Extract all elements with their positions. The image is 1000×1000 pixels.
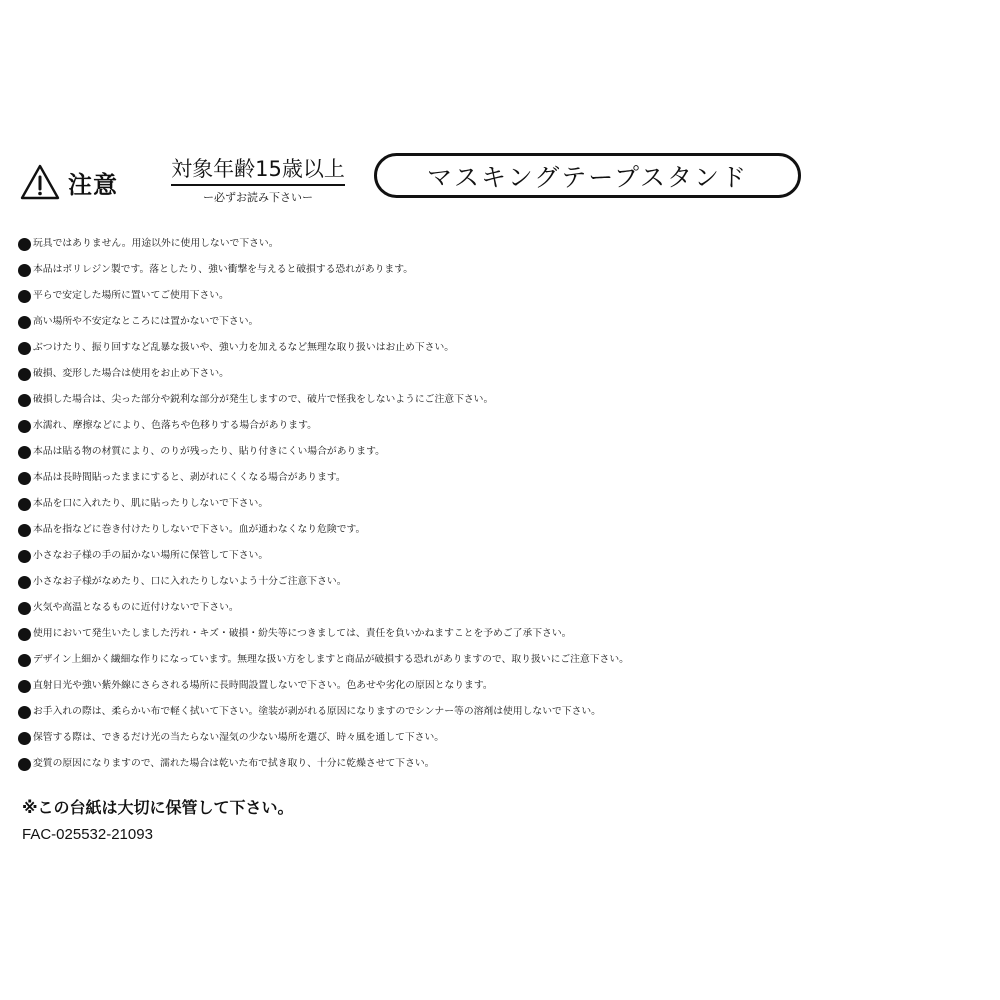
caution-text: 小さなお子様がなめたり、口に入れたりしないよう十分ご注意下さい。 <box>33 576 347 587</box>
bullet-icon <box>18 524 31 537</box>
caution-text: 変質の原因になりますので、濡れた場合は乾いた布で拭き取り、十分に乾燥させて下さい。 <box>33 758 435 769</box>
bullet-icon <box>18 758 31 771</box>
product-name-box <box>374 153 801 198</box>
bullet-icon <box>18 654 31 667</box>
bullet-icon <box>18 732 31 745</box>
bullet-icon <box>18 420 31 433</box>
bullet-icon <box>18 576 31 589</box>
caution-item <box>18 231 998 257</box>
caution-item <box>18 413 998 439</box>
caution-item <box>18 283 998 309</box>
bullet-icon <box>18 550 31 563</box>
bullet-icon <box>18 316 31 329</box>
caution-text: 本品は長時間貼ったままにすると、剥がれにくくなる場合があります。 <box>33 472 346 483</box>
caution-item <box>18 361 998 387</box>
header <box>0 150 1000 210</box>
caution-item <box>18 569 998 595</box>
caution-item <box>18 673 998 699</box>
warning-triangle-icon <box>20 164 60 200</box>
bullet-icon <box>18 290 31 303</box>
bullet-icon <box>18 472 31 485</box>
caution-item <box>18 543 998 569</box>
age-target-block <box>158 156 358 205</box>
bullet-icon <box>18 498 31 511</box>
caution-text: 直射日光や強い紫外線にさらされる場所に長時間設置しないで下さい。色あせや劣化の原因となります。 <box>33 680 493 691</box>
age-target: 対象年齢15歳以上 <box>171 156 345 186</box>
warning-label: 注意 <box>68 170 118 199</box>
caution-text: 小さなお子様の手の届かない場所に保管して下さい。 <box>33 550 269 561</box>
caution-list <box>18 231 998 777</box>
bullet-icon <box>18 342 31 355</box>
bullet-icon <box>18 628 31 641</box>
caution-text: 本品は貼る物の材質により、のりが残ったり、貼り付きにくい場合があります。 <box>33 446 385 457</box>
caution-item <box>18 309 998 335</box>
caution-text: 破損、変形した場合は使用をお止め下さい。 <box>33 368 229 379</box>
bullet-icon <box>18 602 31 615</box>
bullet-icon <box>18 706 31 719</box>
caution-item <box>18 751 998 777</box>
caution-item <box>18 257 998 283</box>
caution-item <box>18 491 998 517</box>
caution-text: 玩具ではありません。用途以外に使用しないで下さい。 <box>33 238 279 249</box>
caution-item <box>18 465 998 491</box>
bullet-icon <box>18 446 31 459</box>
caution-text: 高い場所や不安定なところには置かないで下さい。 <box>33 316 259 327</box>
bullet-icon <box>18 394 31 407</box>
caution-text: 本品を口に入れたり、肌に貼ったりしないで下さい。 <box>33 498 269 509</box>
caution-text: 本品を指などに巻き付けたりしないで下さい。血が通わなくなり危険です。 <box>33 524 366 535</box>
caution-text: 保管する際は、できるだけ光の当たらない湿気の少ない場所を選び、時々風を通して下さい。 <box>33 732 445 743</box>
caution-item <box>18 387 998 413</box>
caution-item <box>18 647 998 673</box>
caution-item <box>18 621 998 647</box>
caution-text: 破損した場合は、尖った部分や鋭利な部分が発生しますので、破片で怪我をしないようにご注意下さい。 <box>33 394 494 405</box>
caution-text: お手入れの際は、柔らかい布で軽く拭いて下さい。塗装が剥がれる原因になりますのでシンナー等の溶剤は使用しないで下さい。 <box>33 706 601 717</box>
caution-text: 本品はポリレジン製です。落としたり、強い衝撃を与えると破損する恐れがあります。 <box>33 264 414 275</box>
bullet-icon <box>18 368 31 381</box>
product-code: FAC-025532-21093 <box>22 826 153 843</box>
bullet-icon <box>18 264 31 277</box>
caution-item <box>18 699 998 725</box>
caution-item <box>18 595 998 621</box>
caution-text: 水濡れ、摩擦などにより、色落ちや色移りする場合があります。 <box>33 420 317 431</box>
caution-text: 使用において発生いたしました汚れ・キズ・破損・紛失等につきましては、責任を負いかねますことを予めご了承下さい。 <box>33 628 572 639</box>
caution-text: 火気や高温となるものに近付けないで下さい。 <box>33 602 239 613</box>
caution-item <box>18 725 998 751</box>
caution-item <box>18 517 998 543</box>
bullet-icon <box>18 238 31 251</box>
warning-heading <box>20 162 118 202</box>
caution-item <box>18 439 998 465</box>
caution-item <box>18 335 998 361</box>
product-name: マスキングテープスタンド <box>426 162 748 192</box>
keep-card-note: ※この台紙は大切に保管して下さい。 <box>22 798 294 817</box>
caution-text: 平らで安定した場所に置いてご使用下さい。 <box>33 290 229 301</box>
caution-text: ぶつけたり、振り回すなど乱暴な扱いや、強い力を加えるなど無理な取り扱いはお止め下さい。 <box>33 342 455 353</box>
bullet-icon <box>18 680 31 693</box>
caution-text: デザイン上細かく繊細な作りになっています。無理な扱い方をしますと商品が破損する恐れがありますので、取り扱いにご注意下さい。 <box>33 654 629 665</box>
read-note: ー必ずお読み下さいー <box>203 191 313 204</box>
